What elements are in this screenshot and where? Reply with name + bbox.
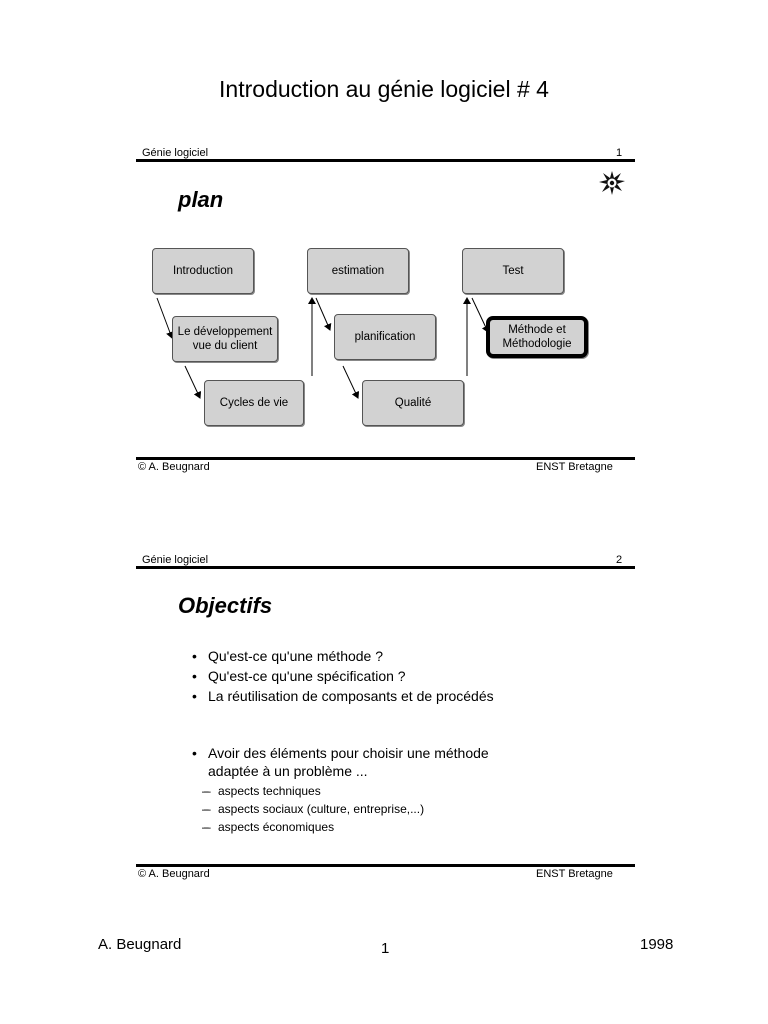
box-developpement-line2: vue du client [192, 340, 258, 352]
box-cycles-label: Cycles de vie [219, 397, 289, 409]
box-methode-line1: Méthode et [508, 324, 566, 336]
sub-bullet-item: – – aspects économiques [200, 818, 630, 836]
sub-bullet-list [200, 782, 630, 836]
slide-footer-right: ENST Bretagne [536, 461, 613, 473]
box-planification [334, 314, 436, 360]
box-qualite-label: Qualité [394, 397, 432, 409]
page-footer-year: 1998 [640, 936, 674, 953]
box-introduction [152, 248, 254, 294]
objectives-list-2 [190, 744, 630, 836]
box-test [462, 248, 564, 294]
slide-number: 1 [616, 147, 623, 159]
box-estimation [307, 248, 409, 294]
footer-rule [136, 864, 635, 867]
footer-rule [136, 457, 635, 460]
slide-header-left: Génie logiciel [142, 554, 209, 566]
box-methode-line2: Méthodologie [502, 338, 572, 350]
box-estimation-label: estimation [331, 265, 385, 277]
box-qualite [362, 380, 464, 426]
box-planification-label: planification [354, 331, 416, 343]
header-rule [136, 566, 635, 569]
bullet-item: • Qu'est-ce qu'une spécification ? [190, 666, 630, 686]
page-footer-author: A. Beugnard [98, 936, 182, 953]
document-title: Introduction au génie logiciel # 4 [219, 76, 549, 102]
slide-footer-left: © A. Beugnard [138, 461, 210, 473]
arrow-planif-to-qualite [343, 366, 358, 398]
slide-number: 2 [616, 554, 623, 566]
box-test-label: Test [502, 265, 524, 277]
slide-header-left: Génie logiciel [142, 147, 209, 159]
slide-title: Objectifs [178, 593, 273, 618]
arrow-intro-to-dev [157, 298, 172, 338]
objectives-list [190, 646, 630, 706]
box-developpement [172, 316, 278, 362]
slide-footer-left: © A. Beugnard [138, 868, 210, 880]
page-number: 1 [381, 940, 390, 957]
arrow-dev-to-cycles [185, 366, 200, 398]
slide-title: plan [178, 187, 224, 212]
box-methode [486, 316, 588, 358]
slide-footer-right: ENST Bretagne [536, 868, 613, 880]
box-developpement-line1: Le développement [177, 326, 273, 338]
bullet-item [190, 744, 630, 836]
bullet-item: • Qu'est-ce qu'une méthode ? [190, 646, 630, 666]
bullet-item: • La réutilisation de composants et de procédés [190, 686, 630, 706]
sub-bullet-item: – – aspects techniques [200, 782, 630, 800]
box-cycles [204, 380, 304, 426]
bullet-line2: adaptée à un problème ... [208, 763, 368, 779]
box-introduction-label: Introduction [172, 265, 234, 277]
arrow-estimation-to-planif [316, 298, 330, 330]
bullet-line1: • Avoir des éléments pour choisir une méthode [208, 745, 489, 761]
sub-bullet-item: – – aspects sociaux (culture, entreprise,...) [200, 800, 630, 818]
